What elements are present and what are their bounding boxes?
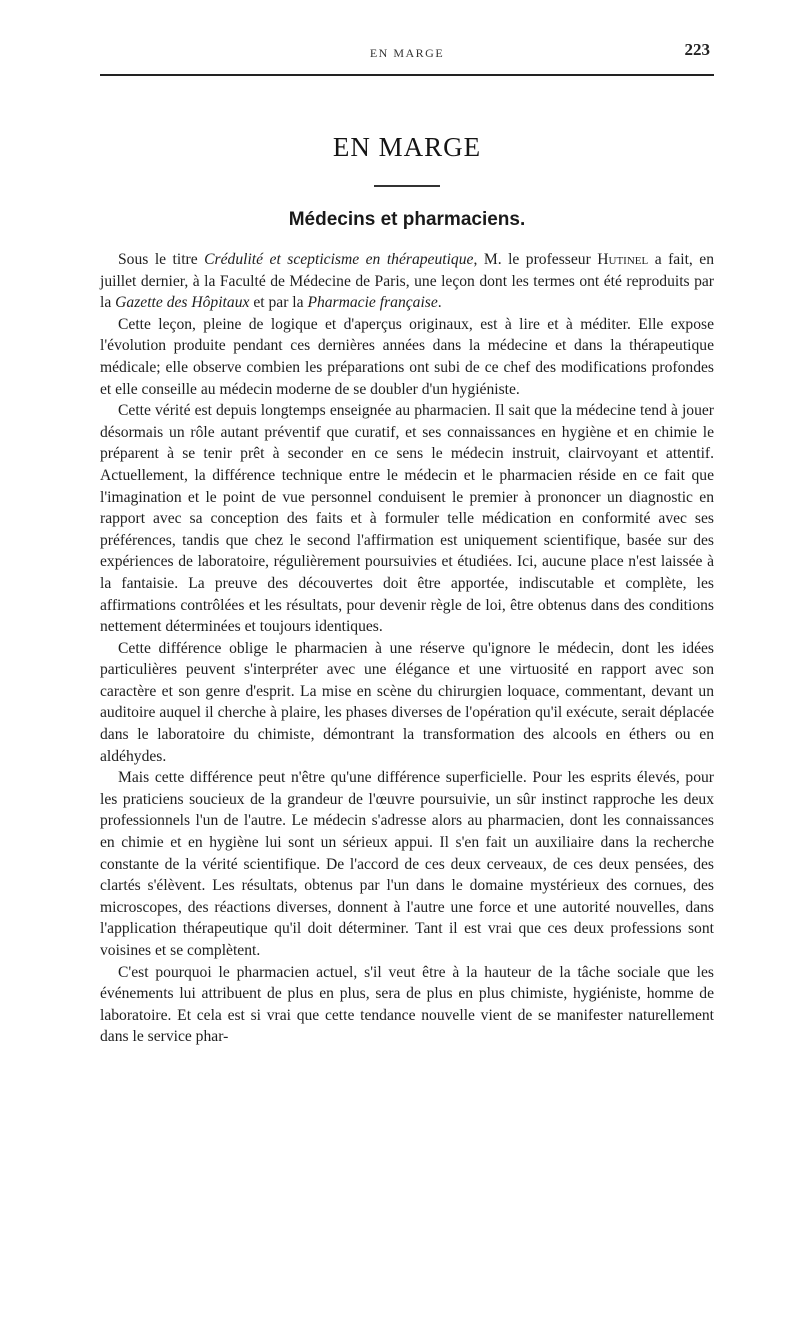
- title-divider: [374, 185, 440, 187]
- running-title: EN MARGE: [369, 46, 445, 60]
- paragraph-1-text: , M. le professeur: [473, 251, 598, 268]
- running-head: [100, 0, 714, 80]
- professor-name: Hutinel: [597, 251, 649, 268]
- article-body: [100, 249, 714, 1048]
- page-number: 223: [684, 40, 710, 59]
- paragraph-1: [100, 249, 714, 314]
- paragraph-6: C'est pourquoi le pharmacien actuel, s'il veut être à la hauteur de la tâche sociale que les événements lui attribuent de plus en plus, sera de plus en plus chimiste, hygiéniste, homme de laboratoire. Et cela est si vrai que cette tendance nouvelle vient de se manifester naturellement dans le service phar-: [100, 963, 714, 1046]
- paragraph-5: Mais cette différence peut n'être qu'une différence superficielle. Pour les esprits élevés, pour les praticiens soucieux de la grandeur de l'œuvre poursuivie, un sûr instinct rapproche les deux professionnels l'un de l'autre. Le médecin s'adresse alors au pharmacien, dont les connaissances en chimie et en hygiène lui sont un sérieux appui. Il s'en fait un auxiliaire dans la recherche constante de la vérité scientifique. De l'accord de ces deux cerveaux, de ces deux pensées, des clartés s'élèvent. Les résultats, obtenus par l'un dans le domaine mystérieux des cornues, des microscopes, des réactions diverses, donnent à l'autre une force et une autorité nouvelles, dans l'application thérapeutique qu'il doit déterminer. Tant il est vrai que ces deux professions sont voisines et se complètent.: [100, 769, 714, 959]
- paragraph-1-text: .: [437, 294, 442, 312]
- section-title: EN MARGE: [332, 132, 482, 162]
- paragraph-2: Cette leçon, pleine de logique et d'aperçus originaux, est à lire et à méditer. Elle expose l'évolution produite pendant ces dernières années dans la médecine et dans la thérapeutique médicale; elle observe combien les préparations ont subi de ce chef des modifications profondes et elle conseille au médecin moderne de se doubler d'un hygiéniste.: [100, 315, 714, 398]
- paragraph-4: Cette différence oblige le pharmacien à une réserve qu'ignore le médecin, dont les idées particulières peuvent s'interpréter avec une élégance et une virtuosité en rapport avec son caractère et son genre d'esprit. La mise en scène du chirurgien loquace, commentant, devant un auditoire auquel il cherche à plaire, les phases diverses de l'opération qu'il exécute, serait déplacée dans le laboratoire du chimiste, démontrant la transformation des alcools en éthers ou en aldéhydes.: [100, 639, 714, 765]
- header-rule: [100, 74, 714, 76]
- page: [100, 0, 714, 1048]
- paragraph-1-text: Sous le titre: [118, 251, 205, 268]
- article-title: Médecins et pharmaciens.: [288, 209, 526, 230]
- paragraph-1-text: a fait, en juillet dernier, à la Faculté de Médecine de Paris, une leçon dont les termes ont été reproduits par la: [100, 251, 714, 312]
- paragraph-3: Cette vérité est depuis longtemps enseignée au pharmacien. Il sait que la médecine tend à jouer désormais un rôle autant préventif que curatif, et ses connaissances en hygiène et en chimie le préparent à se tenir prêt à seconder en ce sens le médecin instruit, clairvoyant et attentif. Actuellement, la différence technique entre le médecin et le pharmacien réside en ce fait que l'imagination et le point de vue personnel conduisent le premier à prononcer un diagnostic en rapport avec sa conception des faits et à formuler telle médication en conformité avec ses préférences, tandis que chez le second l'affirmation est uniquement scientifique, basée sur des expériences de laboratoire, régulièrement poursuivies et étudiées. Ici, aucune place n'est laissée à la fantaisie. La preuve des découvertes doit être apportée, indiscutable et complète, les affirmations contrôlées et les résultats, pour devenir règle de loi, être obtenus dans des conditions nettement déterminées et toujours identiques.: [100, 402, 714, 636]
- cited-lecture-title: Crédulité et scepticisme en thérapeutique: [204, 251, 474, 268]
- cited-journal-pharmacie: Pharmacie française: [307, 294, 438, 312]
- cited-journal-gazette: Gazette des Hôpitaux: [115, 294, 250, 312]
- paragraph-1-text: et par la: [249, 294, 308, 312]
